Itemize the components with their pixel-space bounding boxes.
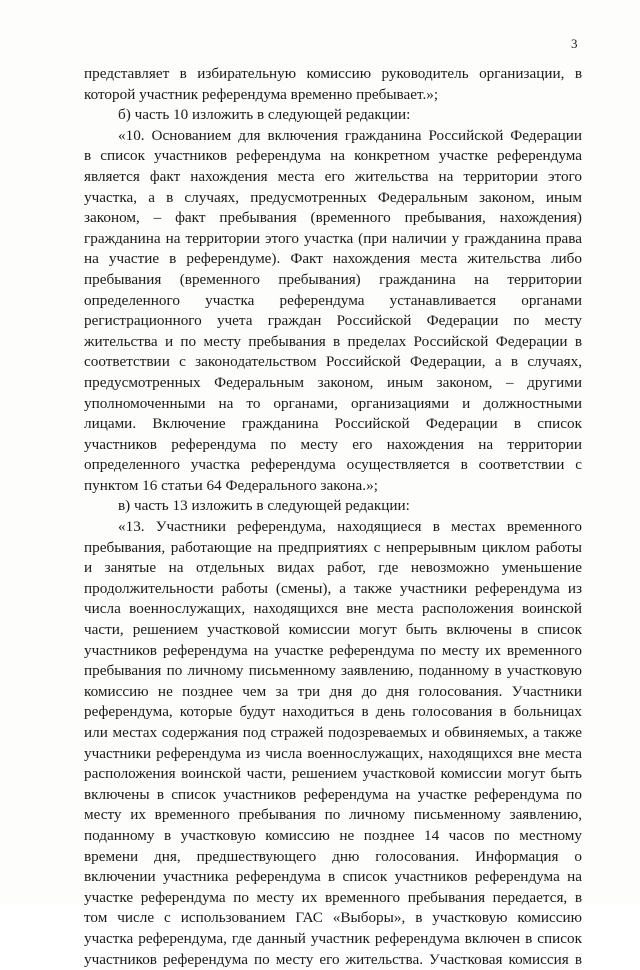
text-line: месту их временного пребывания по личному письменному заявлению, (84, 806, 582, 824)
text-line: пребывания (временного пребывания) гражданина на территории (84, 270, 582, 288)
text-line: определенного участка референдума устанавливается органами (84, 291, 582, 309)
text-line: представляет в избирательную комиссию руководитель организации, в (84, 65, 582, 82)
text-line: числа военнослужащих, находящихся вне места расположения воинской (84, 600, 582, 618)
text-line: уполномоченными на то органами, организациями и должностными (84, 394, 582, 412)
text-line: в) часть 13 изложить в следующей редакции: (118, 497, 410, 515)
text-line: регистрационного учета граждан Российской Федерации по месту (84, 312, 582, 330)
text-line: определенного участка референдума осуществляется в соответствии с (84, 456, 582, 474)
text-line: части, решением участковой комиссии могут быть включены в список (84, 621, 582, 639)
text-line: участка референдума, где данный участник референдума включен в список (84, 929, 582, 947)
text-line: б) часть 10 изложить в следующей редакции: (118, 106, 411, 124)
text-line: или местах содержания под стражей подозреваемых и обвиняемых, а также (84, 724, 582, 741)
text-line: жительства и по месту пребывания в пределах Российской Федерации в (84, 332, 582, 350)
text-line: комиссию не позднее чем за три дня до дня голосования. Участники (84, 682, 582, 700)
text-line: участке референдума по месту их временного пребывания передается, в (84, 888, 582, 906)
text-line: соответствии с законодательством Российской Федерации, а в случаях, (84, 353, 582, 371)
text-line: участников референдума по месту его нахождения на территории (84, 435, 582, 453)
text-line: на участие в референдуме). Факт нахождения места жительства либо (84, 250, 582, 268)
body-text (84, 64, 582, 970)
text-line: пребывания, работающие на предприятиях с непрерывным циклом работы (84, 538, 582, 556)
text-line: продолжительности работы (смены), а также участники референдума из (84, 579, 582, 597)
text-line: участников референдума по месту его жительства. Участковая комиссия в (84, 950, 582, 968)
text-line: пунктом 16 статьи 64 Федерального закона.»; (84, 476, 378, 494)
text-line: «13. Участники референдума, находящиеся в местах временного (118, 518, 582, 536)
text-line: гражданина на территории этого участка (при наличии у гражданина права (84, 229, 582, 247)
text-line: в список участников референдума на конкретном участке референдума (84, 147, 582, 165)
text-line: участка, а в случаях, предусмотренных Федеральным законом, иным (84, 188, 582, 206)
page-number: 3 (571, 36, 578, 51)
text-line: законом, – факт пребывания (временного пребывания, нахождения) (84, 209, 582, 227)
text-line: участников референдума на участке референдума по месту их временного (84, 641, 582, 659)
text-line: времени дня, предшествующего дню голосования. Информация о (84, 847, 582, 865)
text-line: и занятые на отдельных видах работ, где невозможно уменьшение (84, 559, 582, 577)
text-line: поданному в участковую комиссию не позднее 14 часов по местному (84, 826, 582, 844)
text-line: является факт нахождения места его жительства на территории этого (84, 167, 582, 185)
text-line: пребывания по личному письменному заявлению, поданному в участковую (84, 662, 582, 680)
text-line: предусмотренных Федеральным законом, иным законом, – другими (84, 373, 582, 391)
text-line: участники референдума из числа военнослужащих, находящихся вне места (84, 744, 582, 762)
text-line: которой участник референдума временно пребывает.»; (84, 85, 439, 103)
text-line: «10. Основанием для включения гражданина Российской Федерации (118, 126, 582, 144)
text-line: включены в список участников референдума на участке референдума по (84, 785, 582, 803)
text-line: расположения воинской части, решением участковой комиссии могут быть (84, 765, 582, 783)
text-line: том числе с использованием ГАС «Выборы», в участковую комиссию (84, 909, 582, 927)
text-line: включении участника референдума в список участников референдума на (84, 868, 582, 886)
text-line: референдума, которые будут находиться в день голосования в больницах (84, 703, 582, 721)
text-line: лицами. Включение гражданина Российской Федерации в список (84, 415, 582, 433)
